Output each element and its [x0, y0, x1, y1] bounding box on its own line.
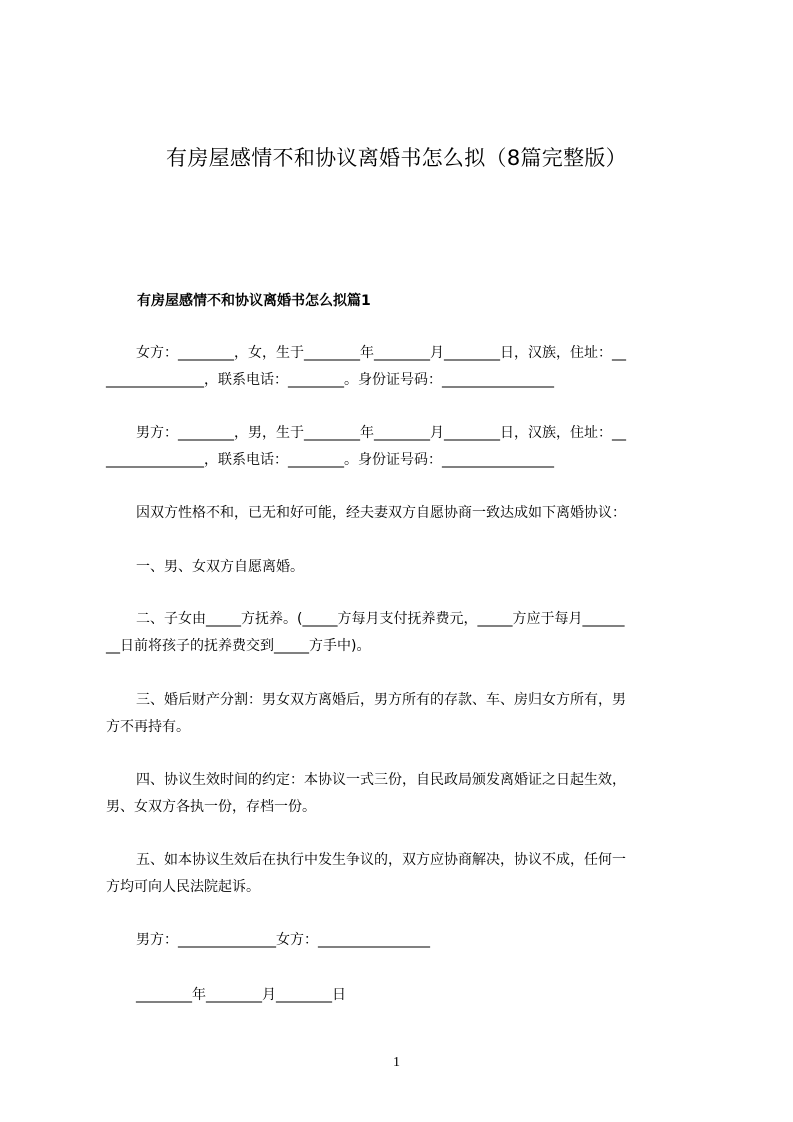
date-paragraph — [106, 982, 706, 1009]
section-title: 有房屋感情不和协议离婚书怎么拟篇1 — [137, 293, 371, 309]
clause-4-line-1: 四、协议生效时间的约定：本协议一式三份，自民政局颁发离婚证之日起生效， — [136, 772, 626, 788]
female-info-paragraph — [106, 340, 706, 394]
clause-2-paragraph — [106, 606, 706, 660]
male-info-line-2: ______________，联系电话：________。身份证号码：________________ — [106, 452, 554, 468]
clause-5-line-1: 五、如本协议生效后在执行中发生争议的，双方应协商解决，协议不成，任何一 — [136, 852, 626, 868]
clause-1-paragraph — [106, 554, 706, 581]
clause-2-line-2: __日前将孩子的抚养费交到_____方手中)。 — [106, 638, 371, 654]
male-info-paragraph — [106, 420, 706, 474]
clause-5-line-2: 方均可向人民法院起诉。 — [106, 879, 260, 895]
clause-4-line-2: 男、女双方各执一份，存档一份。 — [106, 799, 316, 815]
clause-3-line-1: 三、婚后财产分割：男女双方离婚后，男方所有的存款、车、房归女方所有，男 — [136, 692, 626, 708]
clause-1-line: 一、男、女双方自愿离婚。 — [136, 559, 304, 575]
clause-5-paragraph — [106, 847, 706, 901]
male-info-line-1: 男方：________，男，生于________年________月________日，汉族，住址：__ — [136, 425, 626, 441]
signature-line: 男方：______________女方：________________ — [136, 932, 430, 948]
clause-3-line-2: 方不再持有。 — [106, 719, 190, 735]
clause-4-paragraph — [106, 767, 706, 821]
female-info-line-1: 女方：________，女，生于________年________月________日，汉族，住址：__ — [136, 345, 626, 361]
signature-paragraph — [106, 927, 706, 954]
female-info-line-2: ______________，联系电话：________。身份证号码：________________ — [106, 372, 554, 388]
preamble-line: 因双方性格不和，已无和好可能，经夫妻双方自愿协商一致达成如下离婚协议： — [136, 505, 626, 521]
clause-3-paragraph — [106, 687, 706, 741]
page-number: 1 — [393, 1055, 400, 1070]
document-title: 有房屋感情不和协议离婚书怎么拟（8篇完整版） — [166, 146, 627, 170]
date-line: ________年________月________日 — [136, 987, 346, 1003]
clause-2-line-1: 二、子女由_____方抚养。(_____方每月支付抚养费元，_____方应于每月______ — [136, 611, 625, 627]
preamble-paragraph — [106, 500, 706, 527]
